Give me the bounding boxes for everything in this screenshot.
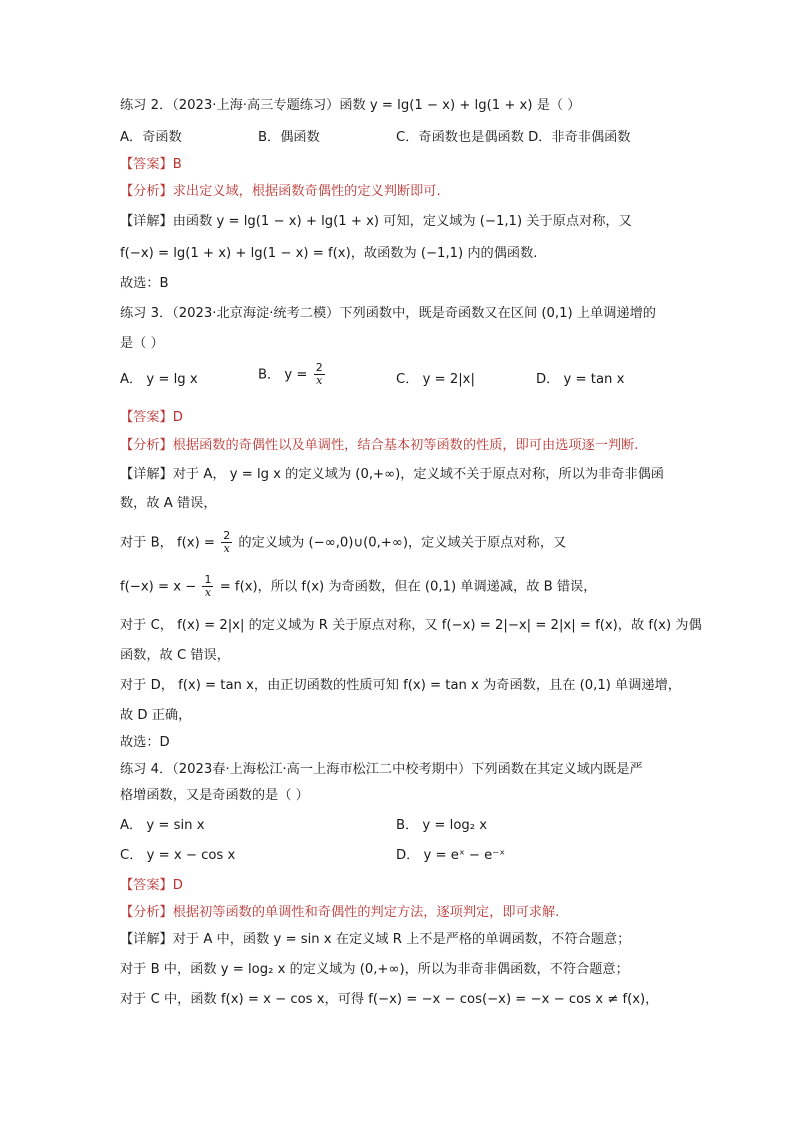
q3-option-b-numerator: 2 [315, 361, 323, 374]
q4-option-b: B． y = log₂ x [396, 818, 488, 833]
q4-detail-line1: 【详解】对于 A 中，函数 y = sin x 在定义域 R 上不是严格的单调函数，不符合题意； [120, 932, 631, 947]
q4-option-c: C． y = x − cos x [120, 848, 236, 863]
q3-detail-line3-prefix: 对于 B， f(x) = [120, 535, 215, 551]
q3-analysis: 【分析】根据函数的奇偶性以及单调性，结合基本初等函数的性质，即可由选项逐一判断. [120, 438, 639, 453]
q2-choose: 故选：B [120, 276, 169, 291]
q3-detail-line6: 函数，故 C 错误， [120, 648, 230, 663]
q3-detail-line5: 对于 C， f(x) = 2|x| 的定义域为 R 关于原点对称，又 f(−x) = 2|−x| = 2|x| = f(x)，故 f(x) 为偶 [120, 618, 702, 633]
q4-analysis: 【分析】根据初等函数的单调性和奇偶性的判定方法，逐项判定，即可求解. [120, 905, 560, 920]
q3-option-c: C． y = 2|x| [396, 372, 475, 387]
q2-option-b: B．偶函数 [258, 130, 320, 145]
q4-detail-line3: 对于 C 中，函数 f(x) = x − cos x，可得 f(−x) = −x − cos(−x) = −x − cos x ≠ f(x)， [120, 992, 659, 1007]
q4-option-a: A． y = sin x [120, 818, 205, 833]
q3-option-b [258, 362, 327, 387]
q4-detail-line2: 对于 B 中，函数 y = log₂ x 的定义域为 (0,+∞)，所以为非奇非偶函数，不符合题意； [120, 962, 629, 977]
q3-detail-line2: 数，故 A 错误， [120, 496, 217, 511]
q3-option-b-denominator: x [316, 374, 323, 387]
q2-detail-line1: 【详解】由函数 y = lg(1 − x) + lg(1 + x) 可知，定义域为 (−1,1) 关于原点对称，又 [120, 214, 632, 229]
q2-answer: 【答案】B [120, 157, 182, 172]
q3-detail-line1: 【详解】对于 A， y = lg x 的定义域为 (0,+∞)，定义域不关于原点对称，所以为非奇非偶函 [120, 467, 664, 482]
q3-detail-line4-numerator: 1 [204, 573, 212, 586]
q2-option-cd: C．奇函数也是偶函数 D．非奇非偶函数 [396, 130, 631, 145]
q3-detail-line3-denominator: x [223, 542, 230, 555]
q3-detail-line4-suffix: = f(x)，所以 f(x) 为奇函数，但在 (0,1) 单调递减，故 B 错误， [219, 579, 597, 595]
q3-stem-line2: 是（ ） [120, 336, 164, 351]
q4-answer: 【答案】D [120, 878, 183, 893]
q3-option-d: D． y = tan x [536, 372, 625, 387]
q3-stem-line1: 练习 3．（2023·北京海淀·统考二模）下列函数中，既是奇函数又在区间 (0,1) 上单调递增的 [120, 306, 656, 321]
q3-detail-line4-denominator: x [204, 586, 212, 599]
q4-stem-line1: 练习 4．（2023春·上海松江·高一上海市松江二中校考期中）下列函数在其定义域内既是严 [120, 762, 643, 777]
q2-stem: 练习 2．（2023·上海·高三专题练习）函数 y = lg(1 − x) + lg(1 + x) 是（ ） [120, 98, 581, 113]
q3-answer: 【答案】D [120, 410, 183, 425]
q3-detail-line8: 故 D 正确， [120, 708, 192, 723]
q2-option-a: A．奇函数 [120, 130, 182, 145]
q3-detail-line3-numerator: 2 [223, 529, 231, 542]
q3-detail-line4 [120, 574, 596, 599]
q2-analysis: 【分析】求出定义域，根据函数奇偶性的定义判断即可. [120, 184, 441, 199]
q3-detail-line3 [120, 530, 566, 555]
q3-detail-line4-prefix: f(−x) = x − [120, 579, 197, 595]
q3-detail-line4-fraction [202, 574, 213, 599]
q4-option-d: D． y = eˣ − e⁻ˣ [396, 848, 506, 863]
q3-detail-line3-fraction [221, 530, 232, 555]
q3-option-a: A． y = lg x [120, 372, 198, 387]
q3-option-b-fraction [314, 362, 325, 387]
q3-option-b-prefix: B． y = [258, 367, 308, 383]
q2-detail-line2: f(−x) = lg(1 + x) + lg(1 − x) = f(x)，故函数为 (−1,1) 内的偶函数. [120, 246, 538, 261]
q3-choose: 故选：D [120, 735, 170, 750]
q3-detail-line3-suffix: 的定义域为 (−∞,0)∪(0,+∞)，定义域关于原点对称，又 [238, 535, 567, 551]
q3-detail-line7: 对于 D， f(x) = tan x，由正切函数的性质可知 f(x) = tan x 为奇函数，且在 (0,1) 单调递增， [120, 678, 681, 693]
q4-stem-line2: 格增函数，又是奇函数的是（ ） [120, 788, 309, 803]
